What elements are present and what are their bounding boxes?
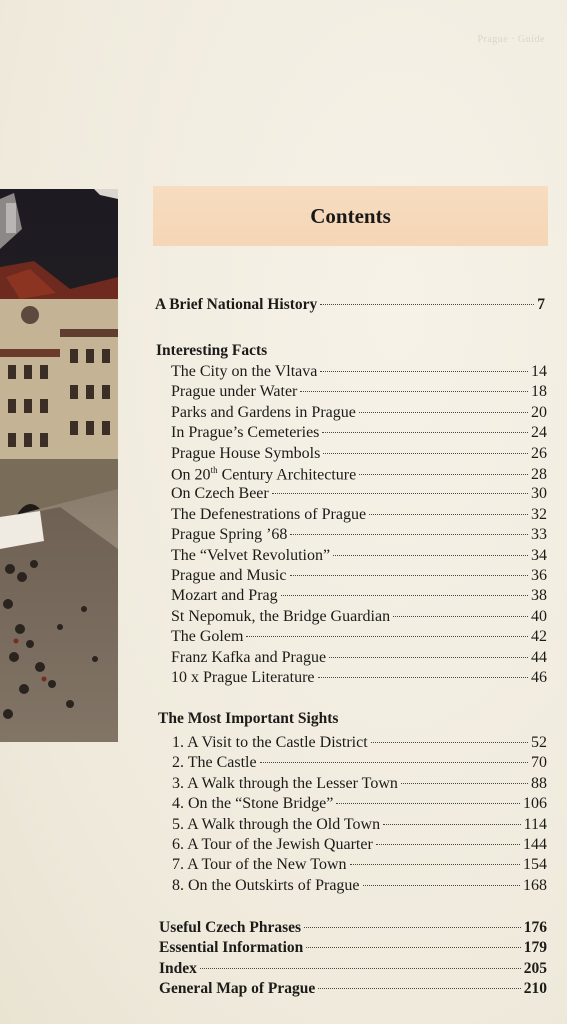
- toc-entry-page: 179: [523, 939, 547, 957]
- toc-entry-label: Essential Information: [159, 939, 304, 957]
- toc-entry-label: The “Velvet Revolution”: [171, 546, 331, 564]
- toc-entry: [171, 363, 547, 383]
- toc-entry-page: 205: [523, 959, 547, 977]
- dot-leader: [272, 493, 528, 494]
- toc-entry-label: Useful Czech Phrases: [159, 919, 302, 936]
- toc-entry-label: 2. The Castle: [172, 754, 257, 772]
- dot-leader: [336, 803, 520, 804]
- toc-entry-label: The Defenestrations of Prague: [171, 505, 367, 523]
- dot-leader: [260, 762, 528, 763]
- dot-leader: [304, 927, 521, 928]
- running-head: Prague · Guide: [477, 34, 545, 45]
- dot-leader: [363, 885, 520, 886]
- dot-leader: [350, 864, 521, 865]
- toc-entry-page: 88: [531, 774, 547, 792]
- toc-entry-label: General Map of Prague: [159, 980, 316, 998]
- toc-entry-page: 24: [531, 424, 547, 442]
- toc-entry: [171, 424, 547, 444]
- toc-entry-label: 1. A Visit to the Castle District: [172, 734, 368, 751]
- toc-entry: [172, 877, 547, 897]
- section-heading-important-sights: The Most Important Sights: [158, 710, 339, 727]
- toc-entry-page: 7: [537, 296, 545, 313]
- toc-entry-page: 20: [531, 403, 547, 421]
- toc-entry-label: Prague Spring ’68: [171, 526, 288, 544]
- dot-leader: [369, 514, 528, 515]
- toc-entry: [172, 836, 547, 856]
- toc-entry: [171, 669, 547, 689]
- toc-entry-page: 44: [531, 648, 547, 666]
- toc-entry: [172, 775, 547, 795]
- toc-entry: [171, 506, 547, 526]
- toc-entry-history: [155, 296, 545, 316]
- toc-entry-page: 46: [531, 669, 547, 686]
- toc-entry-label: 7. A Tour of the New Town: [172, 856, 347, 874]
- toc-entry: [172, 816, 547, 836]
- toc-entry: [171, 465, 547, 485]
- toc-entry-label: 4. On the “Stone Bridge”: [172, 795, 334, 813]
- toc-entry-label: 5. A Walk through the Old Town: [172, 815, 381, 833]
- toc-entry-appendix: [159, 939, 547, 959]
- toc-entry-label: The City on the Vltava: [171, 363, 318, 380]
- dot-leader: [300, 391, 528, 392]
- dot-leader: [318, 988, 520, 989]
- toc-entry-label: Prague House Symbols: [171, 444, 321, 462]
- toc-entry: [172, 795, 547, 815]
- toc-entry-label: Mozart and Prag: [171, 587, 278, 605]
- dot-leader: [320, 304, 534, 305]
- toc-entry-page: 106: [523, 795, 547, 813]
- dot-leader: [359, 474, 528, 475]
- toc-entry-label: In Prague’s Cemeteries: [171, 424, 320, 442]
- dot-leader: [281, 595, 528, 596]
- dot-leader: [329, 657, 528, 658]
- dot-leader: [393, 616, 528, 617]
- toc-entry: [171, 608, 547, 628]
- toc-entry: [171, 526, 547, 546]
- toc-entry-appendix: [159, 960, 547, 980]
- dot-leader: [318, 677, 529, 678]
- toc-entry-page: 40: [531, 607, 547, 625]
- toc-entry-page: 154: [523, 856, 547, 874]
- toc-entry-page: 176: [523, 919, 547, 936]
- page-title: Contents: [310, 203, 391, 228]
- toc-entry-label: The Golem: [171, 628, 244, 646]
- dot-leader: [323, 453, 528, 454]
- toc-entry-page: 144: [523, 836, 547, 853]
- toc-entry-label: A Brief National History: [155, 296, 318, 313]
- dot-leader: [359, 412, 528, 413]
- section-heading-interesting-facts: Interesting Facts: [156, 342, 268, 359]
- toc-entry-label: St Nepomuk, the Bridge Guardian: [171, 607, 391, 625]
- toc-entry-page: 38: [531, 587, 547, 605]
- toc-entry: [171, 567, 547, 587]
- toc-entry-page: 28: [531, 466, 547, 484]
- toc-entry-page: 32: [531, 505, 547, 523]
- toc-entry-page: 36: [531, 567, 547, 584]
- toc-entry-page: 70: [531, 754, 547, 772]
- toc-entry-appendix: [159, 919, 547, 939]
- dot-leader: [200, 968, 521, 969]
- dot-leader: [371, 742, 528, 743]
- toc-entry: [171, 628, 547, 648]
- toc-entry-label: Index: [159, 959, 197, 977]
- toc-entry: [171, 485, 547, 505]
- toc-entry: [171, 383, 547, 403]
- dot-leader: [376, 844, 520, 845]
- dot-leader: [322, 432, 528, 433]
- toc-entry: [171, 587, 547, 607]
- toc-entry-label: Prague under Water: [171, 383, 298, 401]
- toc-entry-page: 26: [531, 444, 547, 462]
- toc-entry: [172, 754, 547, 774]
- toc-entry: [171, 404, 547, 424]
- toc-entry-label: Prague and Music: [171, 567, 287, 584]
- toc-entry: [172, 734, 547, 754]
- toc-entry-label: 8. On the Outskirts of Prague: [172, 876, 360, 894]
- toc-entry-label: Parks and Gardens in Prague: [171, 403, 356, 421]
- toc-entry-page: 34: [531, 546, 547, 564]
- toc-entry: [171, 649, 547, 669]
- toc-entry-page: 33: [531, 526, 547, 544]
- toc-entry: [171, 445, 547, 465]
- toc-entry-label: 6. A Tour of the Jewish Quarter: [172, 836, 373, 853]
- toc-entry-page: 52: [531, 734, 547, 751]
- toc-entry-page: 30: [531, 485, 547, 503]
- toc-entry-label: Franz Kafka and Prague: [171, 648, 327, 666]
- toc-entry-page: 114: [523, 815, 547, 833]
- dot-leader: [290, 534, 528, 535]
- toc-entry-page: 168: [523, 876, 547, 894]
- toc-entry-label: On 20th Century Architecture: [171, 465, 357, 484]
- toc-entry-page: 42: [531, 628, 547, 646]
- dot-leader: [246, 636, 528, 637]
- toc-entry-page: 18: [531, 383, 547, 401]
- toc-entry-label: On Czech Beer: [171, 485, 269, 503]
- dot-leader: [333, 555, 528, 556]
- toc-entry-label: 3. A Walk through the Lesser Town: [172, 774, 398, 792]
- dot-leader: [290, 575, 528, 576]
- dot-leader: [383, 824, 520, 825]
- toc-entry-label: 10 x Prague Literature: [171, 669, 315, 686]
- toc-entry: [172, 856, 547, 876]
- toc-entry-appendix: [159, 980, 547, 1000]
- dot-leader: [306, 947, 521, 948]
- toc-entry-page: 14: [531, 363, 547, 380]
- toc-entry: [171, 547, 547, 567]
- dot-leader: [401, 783, 528, 784]
- toc-entry-page: 210: [523, 980, 547, 998]
- dot-leader: [320, 371, 528, 372]
